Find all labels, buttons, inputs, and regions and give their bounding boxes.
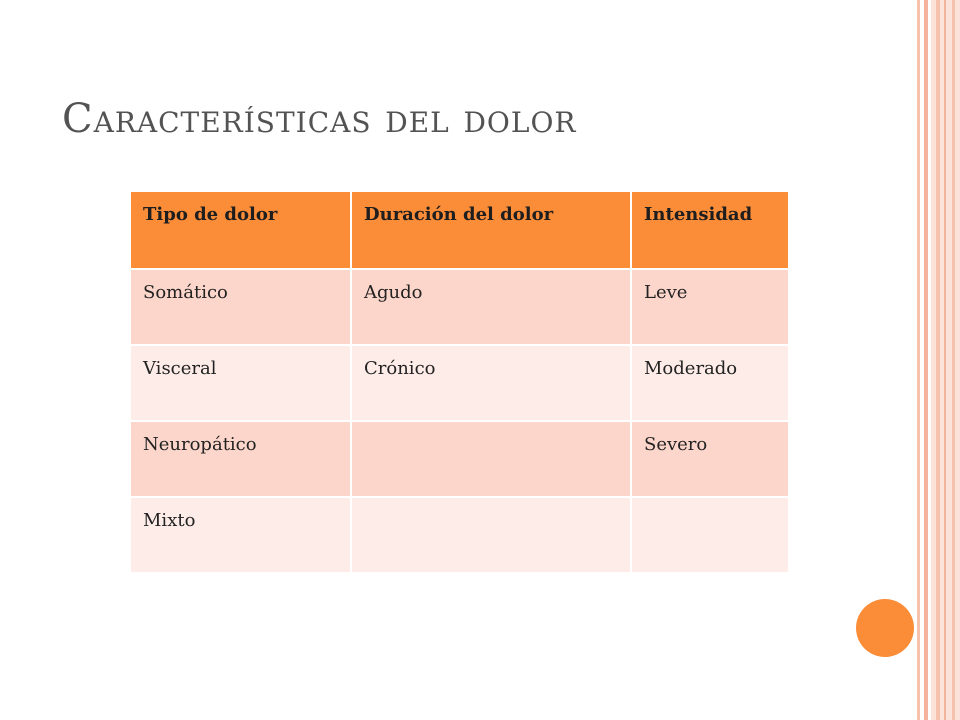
table-cell — [351, 421, 631, 497]
header-cell: Intensidad — [631, 192, 789, 269]
table-header-row — [131, 192, 789, 269]
header-cell: Duración del dolor — [351, 192, 631, 269]
table-row — [131, 421, 789, 497]
decor-stripe — [936, 0, 940, 720]
table-cell: Neuropático — [131, 421, 351, 497]
table-cell — [631, 497, 789, 573]
decor-stripe — [917, 0, 920, 720]
decor-stripe — [924, 0, 928, 720]
decor-stripe — [944, 0, 946, 720]
slide-title: Características del dolor — [62, 96, 577, 142]
table-cell: Severo — [631, 421, 789, 497]
table-cell: Mixto — [131, 497, 351, 573]
table-cell: Somático — [131, 269, 351, 345]
pain-characteristics-table — [131, 192, 790, 574]
decor-circle — [856, 599, 914, 657]
table-cell: Moderado — [631, 345, 789, 421]
table-row — [131, 345, 789, 421]
table-cell: Visceral — [131, 345, 351, 421]
table-cell — [351, 497, 631, 573]
table-cell: Leve — [631, 269, 789, 345]
table-row — [131, 497, 789, 573]
table-cell: Agudo — [351, 269, 631, 345]
decor-stripe — [952, 0, 955, 720]
table-row — [131, 269, 789, 345]
header-cell: Tipo de dolor — [131, 192, 351, 269]
table-cell: Crónico — [351, 345, 631, 421]
